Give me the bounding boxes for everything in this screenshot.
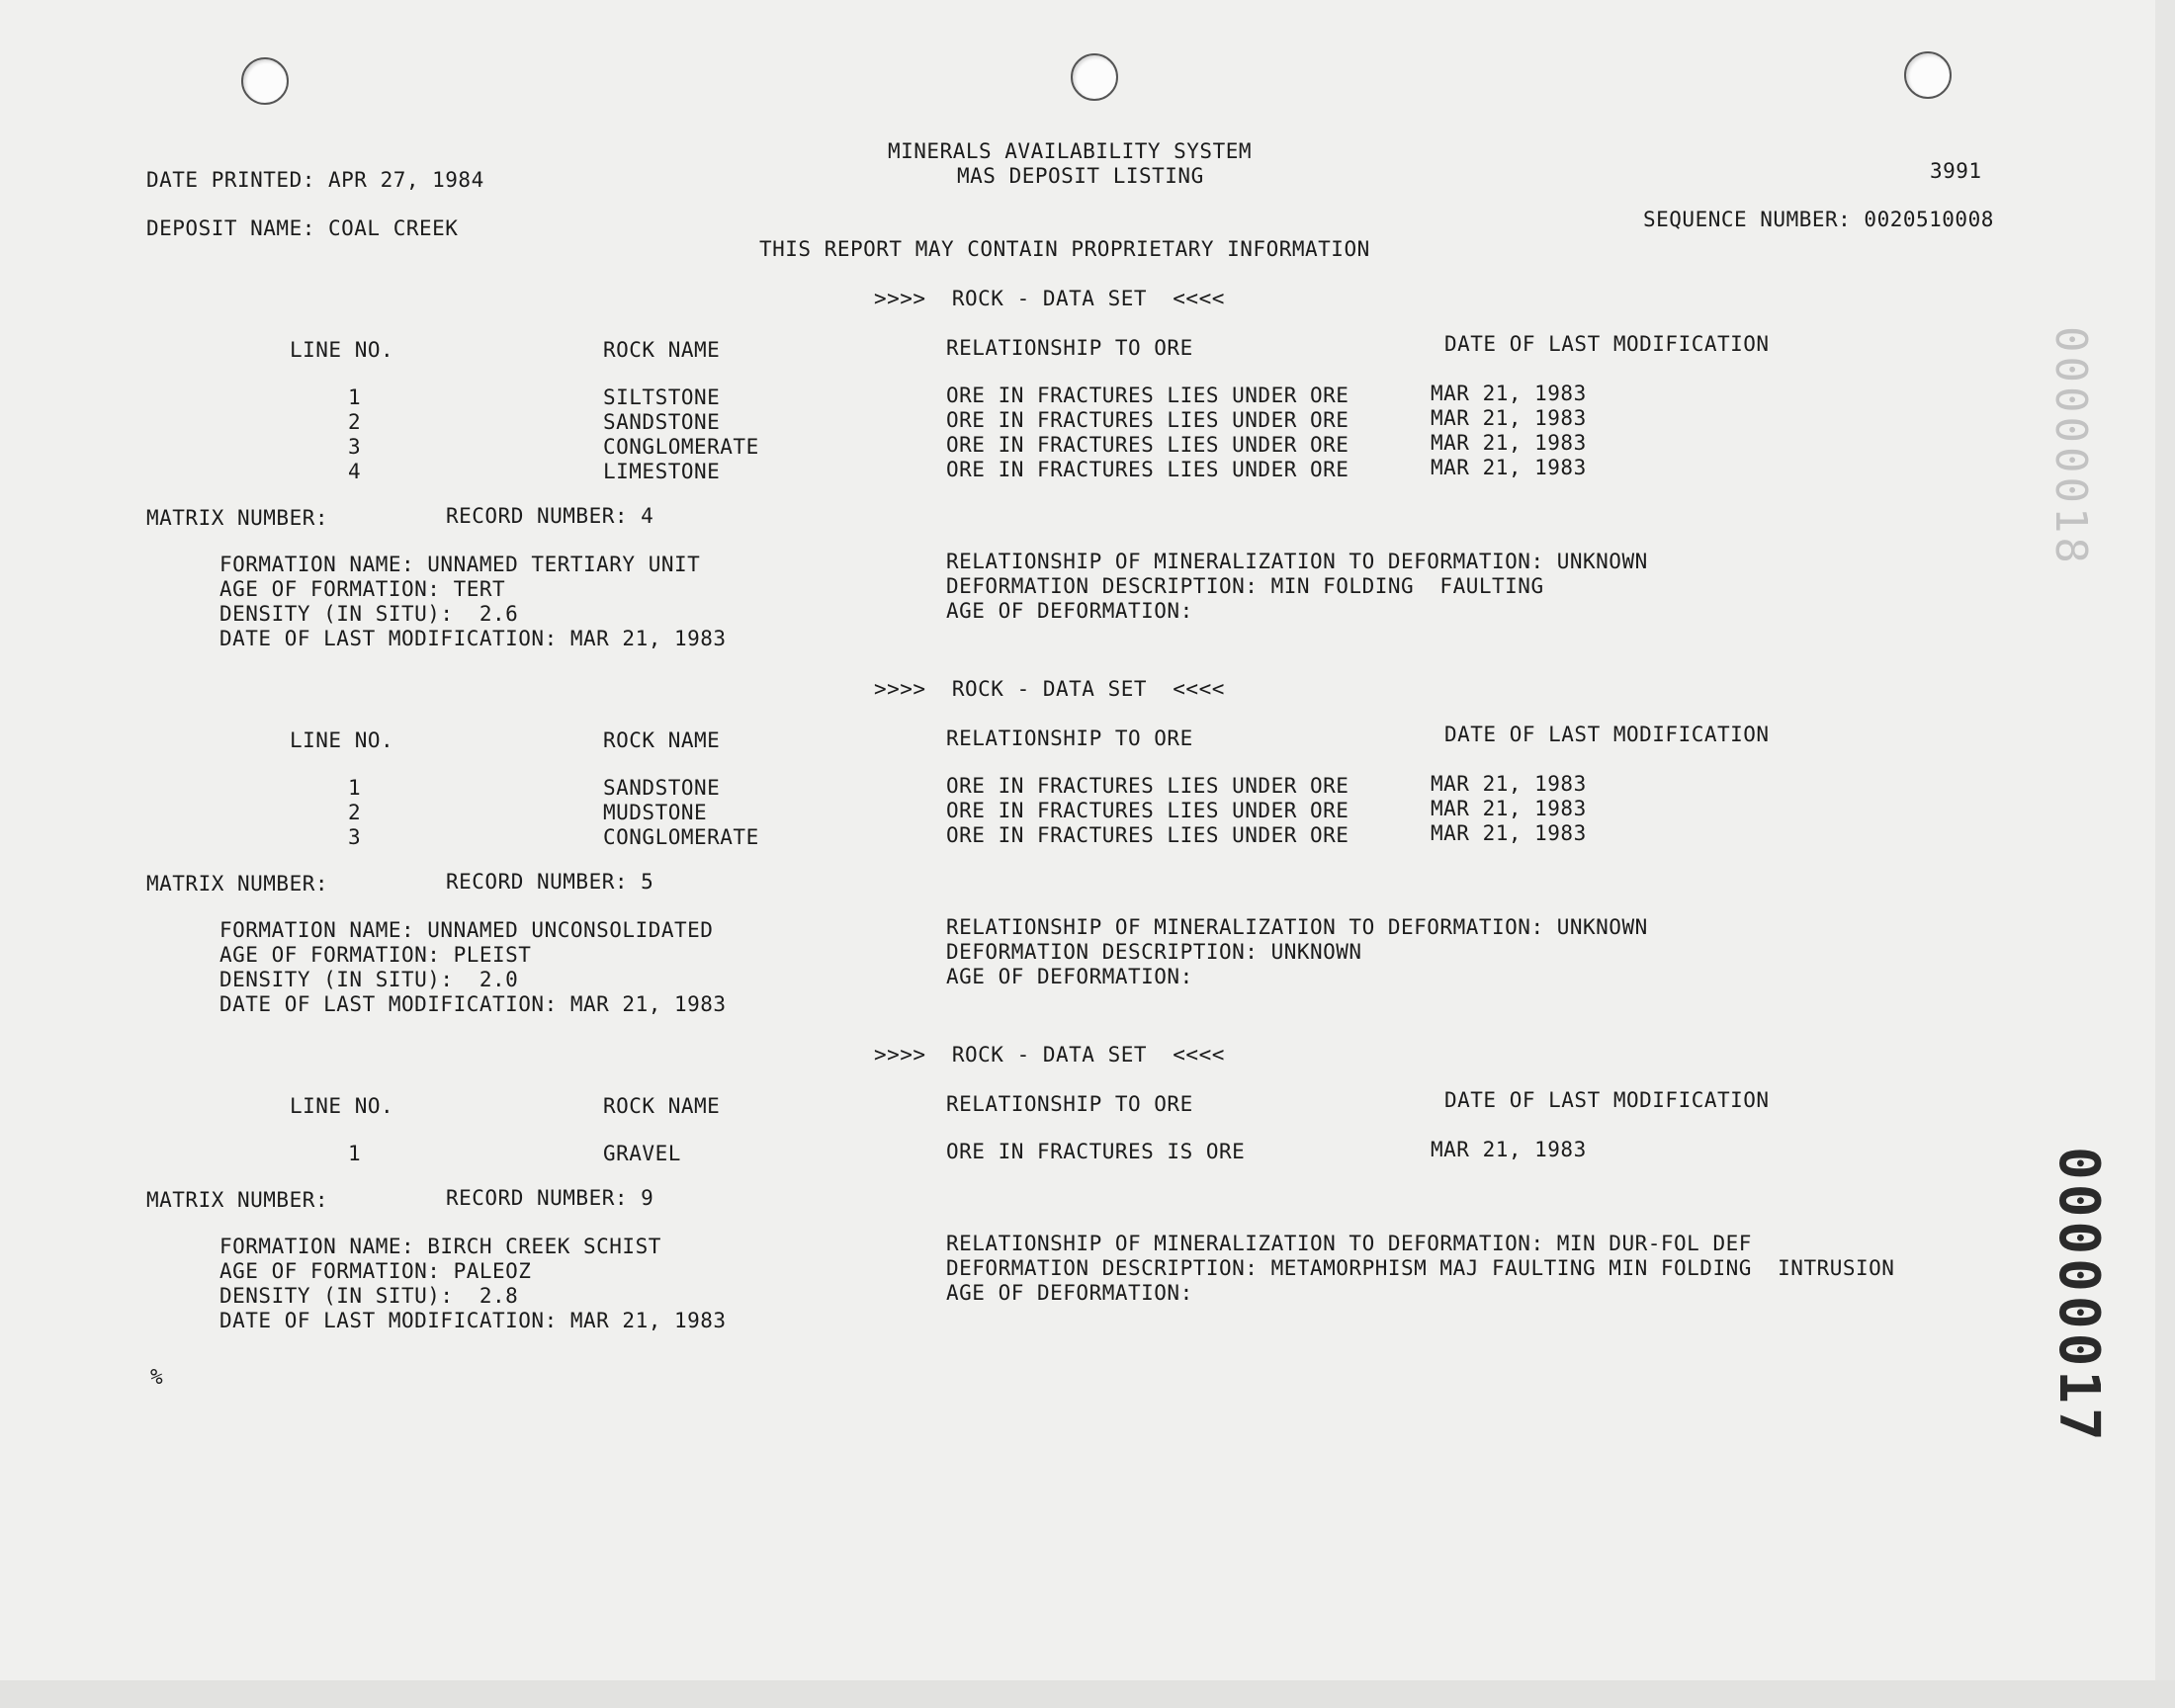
table-row-date-modified: MAR 21, 1983 — [1431, 431, 1587, 455]
age-of-formation: AGE OF FORMATION: PLEIST — [219, 943, 532, 967]
deformation-description: DEFORMATION DESCRIPTION: MIN FOLDING FAULTING — [946, 574, 1544, 598]
table-row-date-modified: MAR 21, 1983 — [1431, 456, 1587, 479]
table-row-line-no: 4 — [348, 460, 362, 483]
table-row-relationship: ORE IN FRACTURES LIES UNDER ORE — [946, 823, 1349, 847]
relationship-of-mineralization: RELATIONSHIP OF MINERALIZATION TO DEFORMATION: UNKNOWN — [946, 550, 1648, 573]
deformation-description: DEFORMATION DESCRIPTION: METAMORPHISM MAJ FAULTING MIN FOLDING INTRUSION — [946, 1256, 1895, 1280]
table-row-relationship: ORE IN FRACTURES IS ORE — [946, 1140, 1246, 1163]
formation-date-modified: DATE OF LAST MODIFICATION: MAR 21, 1983 — [219, 992, 727, 1016]
formation-name: FORMATION NAME: UNNAMED UNCONSOLIDATED — [219, 918, 714, 942]
deformation-description: DEFORMATION DESCRIPTION: UNKNOWN — [946, 940, 1362, 964]
matrix-number-label: MATRIX NUMBER: — [146, 506, 329, 530]
date-printed: DATE PRINTED: APR 27, 1984 — [146, 168, 484, 192]
table-row-date-modified: MAR 21, 1983 — [1431, 772, 1587, 796]
table-row-rock-name: GRAVEL — [603, 1142, 681, 1165]
column-header-rock-name: ROCK NAME — [603, 728, 721, 752]
punch-hole-center — [1071, 53, 1118, 101]
relationship-of-mineralization: RELATIONSHIP OF MINERALIZATION TO DEFORMATION: MIN DUR-FOL DEF — [946, 1232, 1752, 1255]
table-row-rock-name: LIMESTONE — [603, 460, 721, 483]
table-row-date-modified: MAR 21, 1983 — [1431, 1138, 1587, 1161]
age-of-formation: AGE OF FORMATION: PALEOZ — [219, 1259, 532, 1283]
table-row-line-no: 3 — [348, 435, 362, 459]
deposit-name: DEPOSIT NAME: COAL CREEK — [146, 216, 459, 240]
column-header-relationship: RELATIONSHIP TO ORE — [946, 726, 1193, 750]
column-header-line-no: LINE NO. — [290, 338, 394, 362]
table-row-date-modified: MAR 21, 1983 — [1431, 406, 1587, 430]
sequence-number: SEQUENCE NUMBER: 0020510008 — [1643, 208, 1994, 231]
table-row-rock-name: SANDSTONE — [603, 776, 721, 800]
age-of-deformation: AGE OF DEFORMATION: — [946, 965, 1193, 988]
microfilm-frame-number: 00000017 — [2046, 1147, 2111, 1445]
formation-name: FORMATION NAME: UNNAMED TERTIARY UNIT — [219, 553, 701, 576]
proprietary-notice: THIS REPORT MAY CONTAIN PROPRIETARY INFORMATION — [759, 237, 1370, 261]
table-row-rock-name: SILTSTONE — [603, 385, 721, 409]
system-title: MINERALS AVAILABILITY SYSTEM — [888, 139, 1253, 163]
column-header-rock-name: ROCK NAME — [603, 1094, 721, 1118]
age-of-deformation: AGE OF DEFORMATION: — [946, 599, 1193, 623]
table-row-rock-name: SANDSTONE — [603, 410, 721, 434]
column-header-relationship: RELATIONSHIP TO ORE — [946, 336, 1193, 360]
formation-date-modified: DATE OF LAST MODIFICATION: MAR 21, 1983 — [219, 627, 727, 650]
section-title: >>>> ROCK - DATA SET <<<< — [874, 1043, 1225, 1067]
column-header-relationship: RELATIONSHIP TO ORE — [946, 1092, 1193, 1116]
age-of-deformation: AGE OF DEFORMATION: — [946, 1281, 1193, 1305]
table-row-relationship: ORE IN FRACTURES LIES UNDER ORE — [946, 458, 1349, 481]
density-in-situ: DENSITY (IN SITU): 2.0 — [219, 968, 519, 991]
record-number: RECORD NUMBER: 4 — [446, 504, 654, 528]
listing-title: MAS DEPOSIT LISTING — [957, 164, 1204, 188]
punch-hole-right — [1904, 51, 1952, 99]
table-row-relationship: ORE IN FRACTURES LIES UNDER ORE — [946, 433, 1349, 457]
page-code: 3991 — [1930, 159, 1982, 183]
density-in-situ: DENSITY (IN SITU): 2.6 — [219, 602, 519, 626]
formation-date-modified: DATE OF LAST MODIFICATION: MAR 21, 1983 — [219, 1309, 727, 1332]
table-row-rock-name: CONGLOMERATE — [603, 825, 759, 849]
age-of-formation: AGE OF FORMATION: TERT — [219, 577, 506, 601]
section-title: >>>> ROCK - DATA SET <<<< — [874, 677, 1225, 701]
column-header-line-no: LINE NO. — [290, 728, 394, 752]
table-row-date-modified: MAR 21, 1983 — [1431, 382, 1587, 405]
microfilm-frame-number-faint: 00000018 — [2045, 326, 2096, 567]
table-row-relationship: ORE IN FRACTURES LIES UNDER ORE — [946, 384, 1349, 407]
table-row-relationship: ORE IN FRACTURES LIES UNDER ORE — [946, 408, 1349, 432]
table-row-line-no: 3 — [348, 825, 362, 849]
formation-name: FORMATION NAME: BIRCH CREEK SCHIST — [219, 1235, 661, 1258]
table-row-rock-name: MUDSTONE — [603, 801, 708, 824]
footer-mark: % — [150, 1365, 164, 1389]
matrix-number-label: MATRIX NUMBER: — [146, 872, 329, 896]
section-title: >>>> ROCK - DATA SET <<<< — [874, 287, 1225, 310]
column-header-line-no: LINE NO. — [290, 1094, 394, 1118]
table-row-date-modified: MAR 21, 1983 — [1431, 797, 1587, 820]
column-header-rock-name: ROCK NAME — [603, 338, 721, 362]
density-in-situ: DENSITY (IN SITU): 2.8 — [219, 1284, 519, 1308]
column-header-date-modified: DATE OF LAST MODIFICATION — [1444, 332, 1770, 356]
relationship-of-mineralization: RELATIONSHIP OF MINERALIZATION TO DEFORMATION: UNKNOWN — [946, 915, 1648, 939]
table-row-line-no: 1 — [348, 385, 362, 409]
table-row-line-no: 2 — [348, 410, 362, 434]
record-number: RECORD NUMBER: 5 — [446, 870, 654, 894]
table-row-relationship: ORE IN FRACTURES LIES UNDER ORE — [946, 799, 1349, 822]
table-row-rock-name: CONGLOMERATE — [603, 435, 759, 459]
page-edge-bottom — [0, 1680, 2175, 1708]
matrix-number-label: MATRIX NUMBER: — [146, 1188, 329, 1212]
column-header-date-modified: DATE OF LAST MODIFICATION — [1444, 723, 1770, 746]
column-header-date-modified: DATE OF LAST MODIFICATION — [1444, 1088, 1770, 1112]
table-row-date-modified: MAR 21, 1983 — [1431, 821, 1587, 845]
table-row-line-no: 1 — [348, 1142, 362, 1165]
page-edge-right — [2155, 0, 2175, 1708]
table-row-relationship: ORE IN FRACTURES LIES UNDER ORE — [946, 774, 1349, 798]
punch-hole-left — [241, 57, 289, 105]
table-row-line-no: 2 — [348, 801, 362, 824]
record-number: RECORD NUMBER: 9 — [446, 1186, 654, 1210]
table-row-line-no: 1 — [348, 776, 362, 800]
